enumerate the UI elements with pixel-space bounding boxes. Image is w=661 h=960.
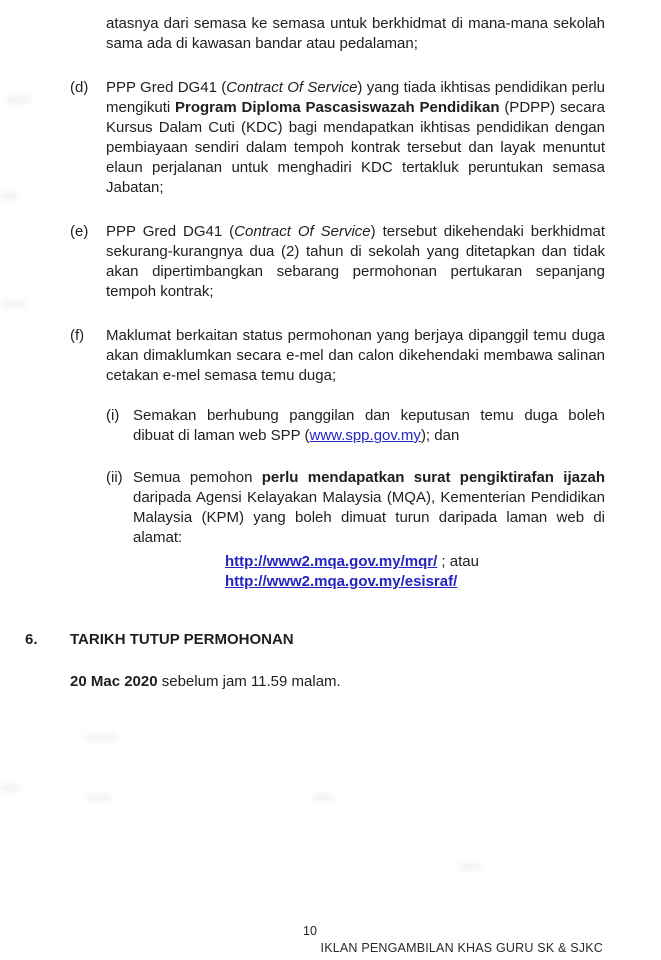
section-number: 6. xyxy=(25,631,38,648)
footer-caption: IKLAN PENGAMBILAN KHAS GURU SK & SJKC xyxy=(320,941,603,955)
text-run: Maklumat berkaitan status permohonan yang berjaya dipanggil temu duga akan dimaklumkan secara e-mel dan calon dikehendaki membawa salinan cetakan e-mel semasa temu duga; xyxy=(106,327,605,384)
paragraph-intro-continuation: atasnya dari semasa ke semasa untuk berkhidmat di mana-mana sekolah sama ada di kawasan bandar atau pedalaman; xyxy=(106,15,605,52)
list-item-f-text xyxy=(106,326,605,386)
scan-artifact xyxy=(312,793,334,801)
sub-marker-i: (i) xyxy=(106,407,120,424)
section-title: TARIKH TUTUP PERMOHONAN xyxy=(70,631,294,648)
list-marker-d: (d) xyxy=(70,79,89,96)
list-item-d xyxy=(70,78,661,198)
page-number: 10 xyxy=(303,924,317,938)
deadline-date: 20 Mac 2020 xyxy=(70,673,158,690)
deadline-rest: sebelum jam 11.59 malam. xyxy=(157,673,341,690)
text-run: Semakan berhubung panggilan dan keputusan temu duga boleh dibuat di laman web SPP ( xyxy=(133,407,605,444)
link-mqa-mqr[interactable]: http://www2.mqa.gov.my/mqr/ xyxy=(225,553,438,570)
text-run-bold: Program Diploma Pascasiswazah Pendidikan xyxy=(175,99,500,116)
text-run: ); dan xyxy=(420,427,460,444)
scan-artifact xyxy=(458,863,482,871)
scan-artifact xyxy=(0,192,18,200)
text-run: PPP Gred DG41 ( xyxy=(106,223,235,240)
section-heading xyxy=(25,630,661,650)
text-run: daripada Agensi Kelayakan Malaysia (MQA), Kementerian Pendidikan Malaysia (KPM) yang boleh dimuat turun daripada laman web di alamat: xyxy=(133,489,605,546)
scan-artifact xyxy=(86,794,112,802)
text-run: ) yang tiada ikhtisas pendidikan perlu mengikuti xyxy=(106,79,605,116)
mqa-link-line-2 xyxy=(225,572,661,592)
link-spp-website[interactable]: www.spp.gov.my xyxy=(309,427,421,444)
scan-artifact xyxy=(2,300,26,308)
list-marker-e: (e) xyxy=(70,223,89,240)
text-run: ) tersebut dikehendaki berkhidmat sekurang-kurangnya dua (2) tahun di sekolah yang ditetapkan dan tidak akan dipertimbangkan sebarang permohonan pertukaran sepanjang tempoh kontrak; xyxy=(106,223,605,300)
text-run-italic: Contract Of Service xyxy=(234,223,371,240)
text-run-italic: Contract Of Service xyxy=(226,79,358,96)
text-run: (PDPP) secara Kursus Dalam Cuti (KDC) bagi mendapatkan ikhtisas pendidikan dengan pembiayaan sendiri dalam tempoh kontrak tersebut dan layak menuntut elaun perjalanan untuk menghadiri KDC tertakluk peruntukan semasa Jabatan; xyxy=(106,99,605,196)
sub-item-i xyxy=(106,406,661,446)
scan-artifact xyxy=(85,734,117,742)
sub-item-ii xyxy=(106,468,661,548)
list-item-f xyxy=(70,326,661,386)
scan-artifact xyxy=(6,95,30,104)
list-item-e-text xyxy=(106,222,605,302)
sub-item-ii-text xyxy=(133,468,605,548)
scan-artifact xyxy=(0,784,20,792)
mqa-links-block xyxy=(225,552,661,592)
text-run: PPP Gred DG41 ( xyxy=(106,79,227,96)
sub-item-i-text xyxy=(133,406,605,446)
text-run: Semua pemohon xyxy=(133,469,262,486)
list-marker-f: (f) xyxy=(70,327,85,344)
sub-marker-ii: (ii) xyxy=(106,469,123,486)
mqa-link-line-1 xyxy=(225,552,661,572)
list-item-e xyxy=(70,222,661,302)
link-mqa-esisraf[interactable]: http://www2.mqa.gov.my/esisraf/ xyxy=(225,573,458,590)
text-run-bold: perlu mendapatkan surat pengiktirafan ijazah xyxy=(261,469,605,486)
deadline-line xyxy=(70,672,661,692)
text-run: ; atau xyxy=(437,553,479,570)
list-item-d-text xyxy=(106,78,605,198)
